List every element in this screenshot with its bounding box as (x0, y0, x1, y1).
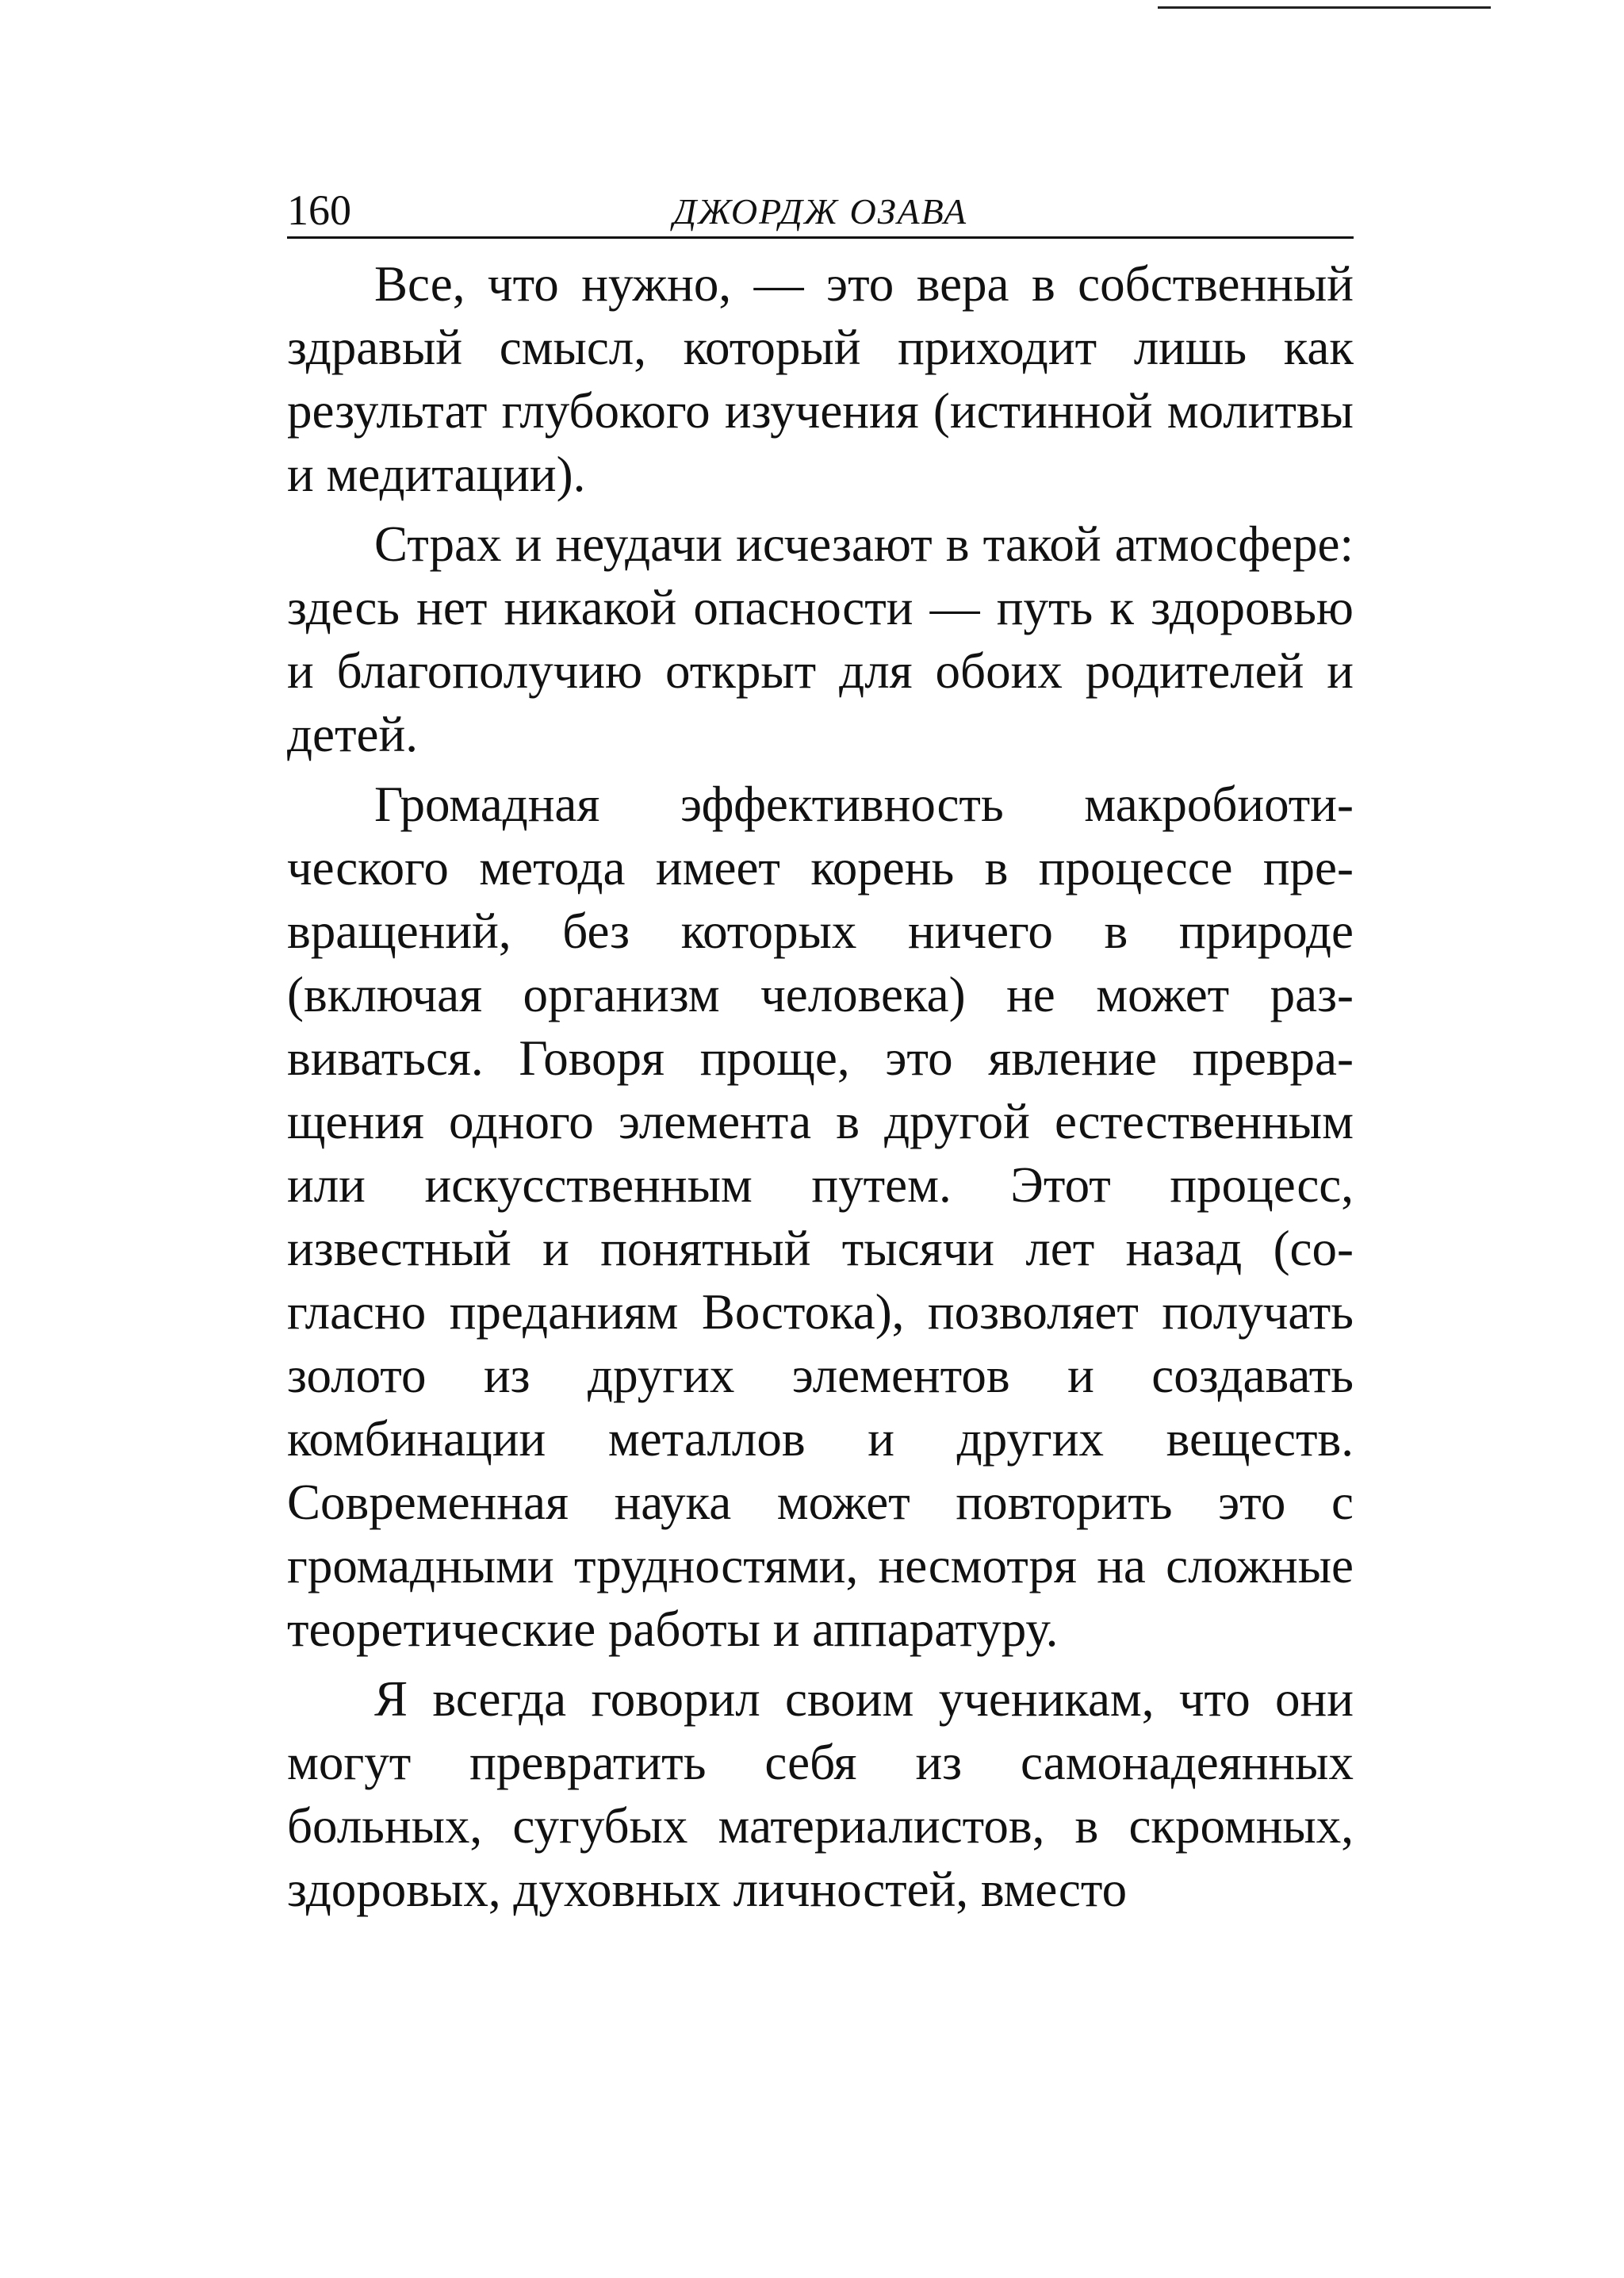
paragraph-1: Все, что нужно, — это вера в собственный здравый смысл, который приходит лишь как результат глубокого изучения (истинной молитвы и медитации). (287, 256, 1354, 502)
scan-edge-line (1158, 6, 1491, 9)
paragraph-4: Я всегда говорил своим ученикам, что они могут превратить себя из самонадеянных больных, сугубых материалистов, в скромных, здоровых, духовных личностей, вместо (287, 1671, 1354, 1917)
running-header (287, 174, 1354, 239)
running-title: ДЖОРДЖ ОЗАВА (672, 191, 968, 232)
paragraph-3: Громадная эффективность макробиотического метода имеет корень в процессе превращений, без которых ничего в природе (включая организм человека) не может развиваться. Говоря проще, это явление превращения одного элемента в другой естественным или искусственным путем. Этот процесс, известный и понятный тысячи лет назад (согласно преданиям Востока), позволяет получать золото из других элементов и создавать комбинации металлов и других веществ. Современная наука может повторить это с громадными трудностями, несмотря на сложные теоретические работы и аппаратуру. (287, 777, 1354, 1657)
paragraph-2: Страх и неудачи исчезают в такой атмосфере: здесь нет никакой опасности — путь к здоровью и благополучию открыт для обоих родителей и детей. (287, 516, 1354, 762)
body-text (287, 252, 1354, 1927)
page-number: 160 (287, 186, 351, 234)
